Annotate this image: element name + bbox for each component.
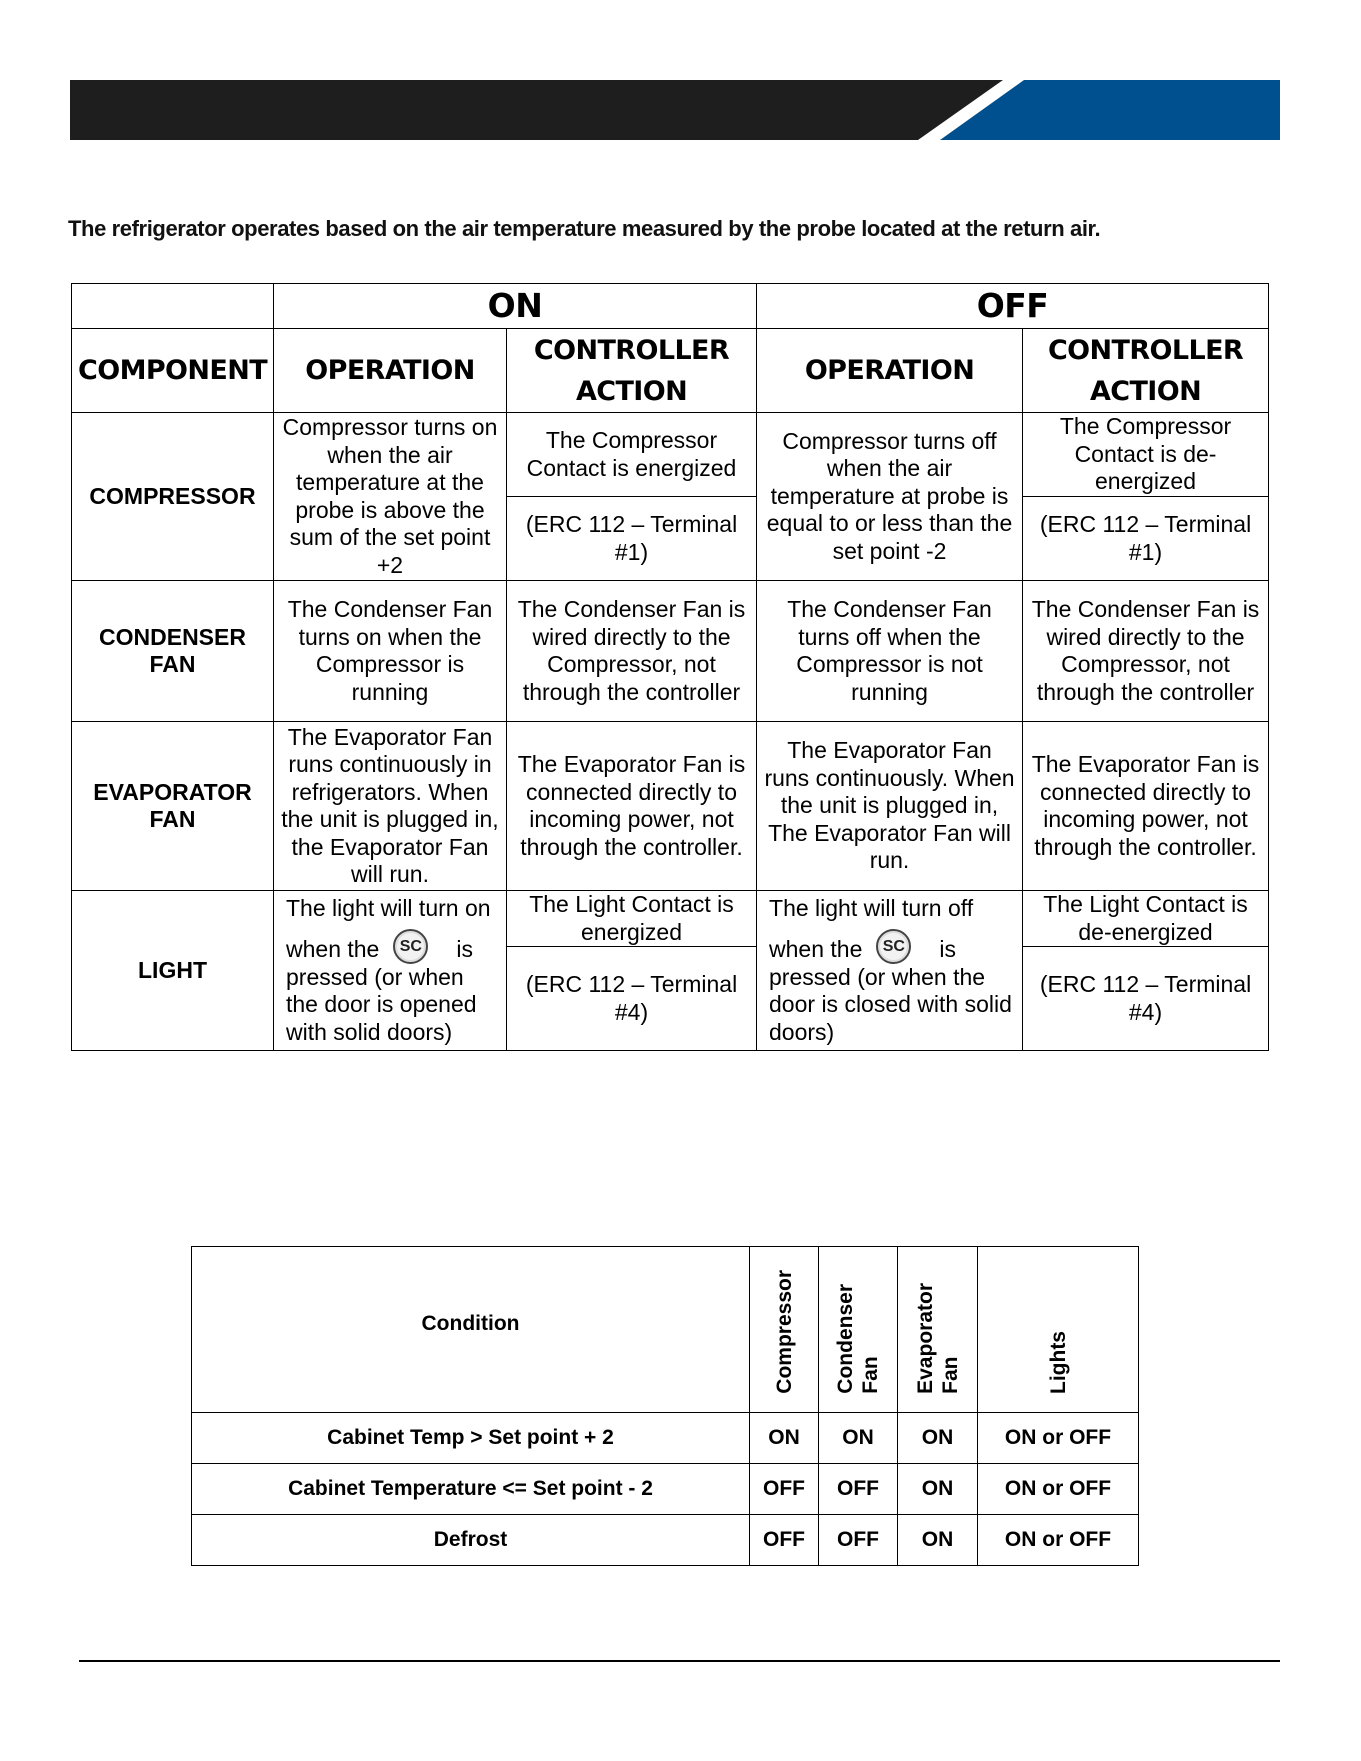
header-off-operation: OPERATION <box>757 329 1023 413</box>
light-on-is: is <box>456 935 473 962</box>
condenser-cell: OFF <box>819 1515 898 1566</box>
sc-button-icon: SC <box>393 929 428 964</box>
evaporator-off-operation: The Evaporator Fan runs continuously. When the unit is plugged in, The Evaporator Fan will run. <box>757 722 1023 891</box>
header-compressor <box>750 1247 819 1413</box>
light-off-terminal: (ERC 112 – Terminal #4) <box>1023 947 1269 1051</box>
compressor-on-terminal: (ERC 112 – Terminal #1) <box>507 497 757 581</box>
header-banner <box>0 0 1361 160</box>
intro-text: The refrigerator operates based on the air temperature measured by the probe located at the return air. <box>68 216 1101 241</box>
compressor-off-operation: Compressor turns off when the air temperature at probe is equal to or less than the set point -2 <box>757 413 1023 581</box>
header-lights <box>978 1247 1139 1413</box>
compressor-on-operation: Compressor turns on when the air temperature at the probe is above the sum of the set point +2 <box>274 413 507 581</box>
header-accent-band <box>940 80 1280 140</box>
lights-cell: ON or OFF <box>978 1515 1139 1566</box>
header-off-controller-action: CONTROLLER ACTION <box>1023 329 1269 413</box>
light-on-operation-line1: The light will turn on <box>286 895 491 921</box>
row-condenser-name: CONDENSER FAN <box>72 581 274 722</box>
compressor-cell: OFF <box>750 1464 819 1515</box>
evaporator-on-action: The Evaporator Fan is connected directly to incoming power, not through the controller. <box>507 722 757 891</box>
light-off-is: is <box>939 935 956 962</box>
header-component: COMPONENT <box>72 329 274 413</box>
header-empty-cell <box>72 284 274 329</box>
evaporator-on-operation: The Evaporator Fan runs continuously in refrigerators. When the unit is plugged in, the Evaporator Fan will run. <box>274 722 507 891</box>
table-row <box>192 1464 1139 1515</box>
condenser-cell: OFF <box>819 1464 898 1515</box>
header-condition: Condition <box>192 1247 750 1413</box>
header-dark-band <box>70 80 1003 140</box>
light-off-operation <box>757 891 1023 1051</box>
header-evaporator-fan-label: Evaporator Fan <box>913 1283 962 1394</box>
condenser-off-action: The Condenser Fan is wired directly to the Compressor, not through the controller <box>1023 581 1269 722</box>
light-on-when-the: when the <box>286 935 380 962</box>
light-on-operation <box>274 891 507 1051</box>
condition-table <box>191 1246 1139 1566</box>
header-condenser-fan <box>819 1247 898 1413</box>
compressor-off-terminal: (ERC 112 – Terminal #1) <box>1023 497 1269 581</box>
header-lights-label: Lights <box>1046 1331 1070 1394</box>
condition-cell: Cabinet Temp > Set point + 2 <box>192 1413 750 1464</box>
condenser-off-operation: The Condenser Fan turns off when the Compressor is not running <box>757 581 1023 722</box>
footer-divider <box>79 1660 1280 1662</box>
light-off-operation-line2 <box>769 929 1016 964</box>
header-on-controller-action: CONTROLLER ACTION <box>507 329 757 413</box>
row-evaporator-name: EVAPORATOR FAN <box>72 722 274 891</box>
condition-cell: Cabinet Temperature <= Set point - 2 <box>192 1464 750 1515</box>
evaporator-cell: ON <box>898 1464 978 1515</box>
light-on-operation-line3: pressed (or when the door is opened with solid doors) <box>286 963 477 1045</box>
evaporator-cell: ON <box>898 1515 978 1566</box>
evaporator-off-action: The Evaporator Fan is connected directly to incoming power, not through the controller. <box>1023 722 1269 891</box>
row-compressor-name: COMPRESSOR <box>72 413 274 581</box>
operations-table <box>71 283 1269 1051</box>
header-compressor-label: Compressor <box>772 1270 796 1394</box>
sc-button-icon: SC <box>876 929 911 964</box>
row-light-name: LIGHT <box>72 891 274 1051</box>
light-off-action: The Light Contact is de-energized <box>1023 891 1269 947</box>
evaporator-cell: ON <box>898 1413 978 1464</box>
light-off-operation-line1: The light will turn off <box>769 895 974 921</box>
compressor-off-action: The Compressor Contact is de-energized <box>1023 413 1269 497</box>
compressor-on-action: The Compressor Contact is energized <box>507 413 757 497</box>
header-group-off: OFF <box>757 284 1269 329</box>
condenser-cell: ON <box>819 1413 898 1464</box>
header-evaporator-fan <box>898 1247 978 1413</box>
compressor-cell: ON <box>750 1413 819 1464</box>
condenser-on-action: The Condenser Fan is wired directly to the Compressor, not through the controller <box>507 581 757 722</box>
light-on-terminal: (ERC 112 – Terminal #4) <box>507 947 757 1051</box>
light-off-when-the: when the <box>769 935 863 962</box>
table-row <box>192 1515 1139 1566</box>
condition-cell: Defrost <box>192 1515 750 1566</box>
lights-cell: ON or OFF <box>978 1413 1139 1464</box>
light-off-operation-line3: pressed (or when the door is closed with solid doors) <box>769 963 1012 1045</box>
light-on-operation-line2 <box>286 929 500 964</box>
header-on-operation: OPERATION <box>274 329 507 413</box>
table-row <box>192 1413 1139 1464</box>
header-group-on: ON <box>274 284 757 329</box>
compressor-cell: OFF <box>750 1515 819 1566</box>
lights-cell: ON or OFF <box>978 1464 1139 1515</box>
condenser-on-operation: The Condenser Fan turns on when the Compressor is running <box>274 581 507 722</box>
light-on-action: The Light Contact is energized <box>507 891 757 947</box>
header-condenser-fan-label: Condenser Fan <box>834 1284 882 1394</box>
